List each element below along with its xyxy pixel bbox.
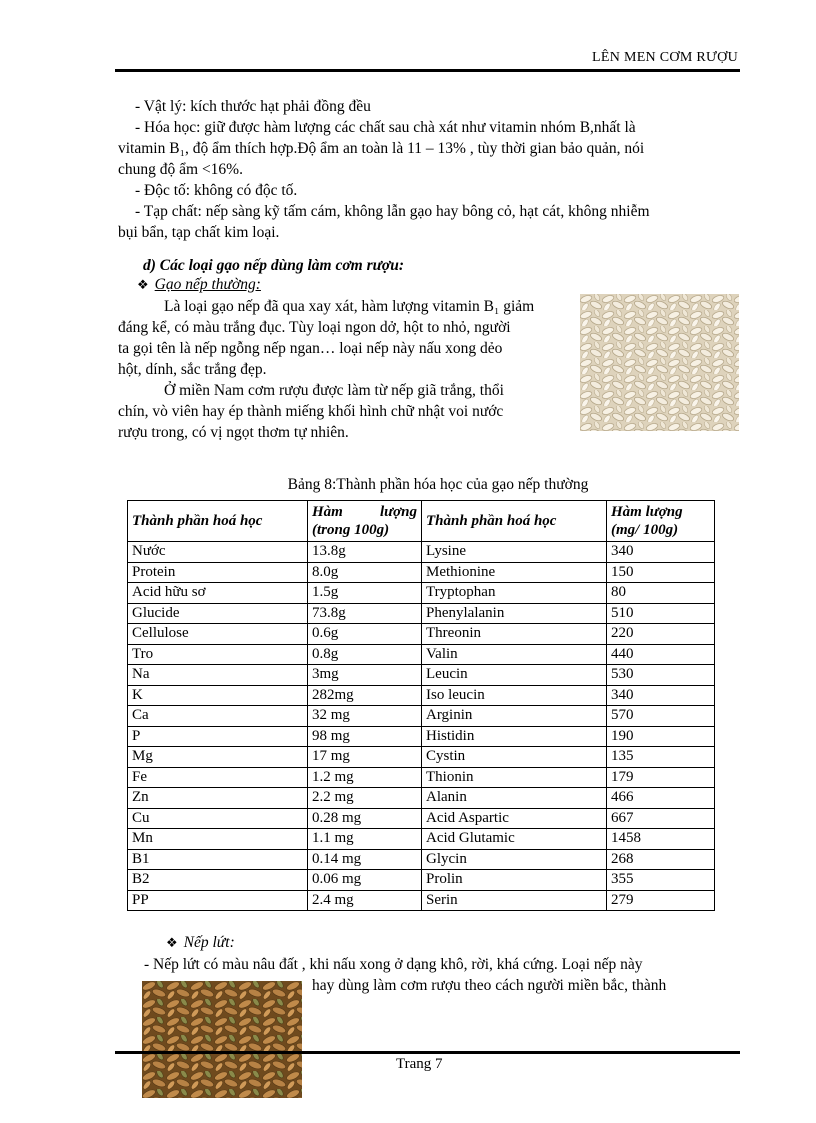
amount-cell: 2.4 mg <box>308 890 422 911</box>
amount-cell: 0.14 mg <box>308 849 422 870</box>
req-toxin <box>118 180 738 201</box>
amino-acid-cell: Threonin <box>422 624 607 645</box>
amino-acid-cell: Methionine <box>422 562 607 583</box>
component-cell: Fe <box>128 767 308 788</box>
amino-acid-cell: Thionin <box>422 767 607 788</box>
amino-acid-cell: Lysine <box>422 542 607 563</box>
amino-amount-cell: 510 <box>607 603 715 624</box>
amino-acid-cell: Prolin <box>422 870 607 891</box>
table-row <box>128 665 715 686</box>
req-line: - Vật lý: kích thước hạt phải đồng đều <box>135 98 371 115</box>
header-title: LÊN MEN CƠM RƯỢU <box>592 50 738 65</box>
req-line: - Hóa học: giữ được hàm lượng các chất sau chà xát như vitamin nhóm B,nhất là <box>135 119 636 136</box>
amount-cell: 98 mg <box>308 726 422 747</box>
diamond-bullet-icon: ❖ <box>166 935 178 950</box>
gao-nep-thuong-text <box>118 296 598 443</box>
para-line: Ở miền Nam cơm rượu được làm từ nếp giã trắng, thổi <box>164 382 504 399</box>
table-row <box>128 562 715 583</box>
amount-cell: 1.5g <box>308 583 422 604</box>
table-row <box>128 603 715 624</box>
table-row <box>128 767 715 788</box>
bullet-title: Nếp lứt: <box>183 934 235 951</box>
component-cell: Mg <box>128 747 308 768</box>
component-cell: Glucide <box>128 603 308 624</box>
amino-amount-cell: 268 <box>607 849 715 870</box>
component-cell: Cu <box>128 808 308 829</box>
amount-cell: 1.1 mg <box>308 829 422 850</box>
para-line: ta gọi tên là nếp ngỗng nếp ngan… loại nếp này nấu xong dẻo <box>118 340 503 357</box>
table-row <box>128 829 715 850</box>
col-header-component: Thành phần hoá học <box>128 501 308 542</box>
amount-cell: 32 mg <box>308 706 422 727</box>
table-row <box>128 870 715 891</box>
component-cell: Protein <box>128 562 308 583</box>
para-line: đáng kể, có màu trắng đục. Tùy loại ngon dở, hột to nhỏ, người <box>118 319 511 336</box>
amino-amount-cell: 150 <box>607 562 715 583</box>
req-chemical <box>118 117 738 180</box>
req-physical <box>118 96 738 117</box>
header-rule <box>115 69 740 72</box>
amino-amount-cell: 570 <box>607 706 715 727</box>
amount-cell: 0.06 mg <box>308 870 422 891</box>
table-caption: Bảng 8:Thành phần hóa học của gạo nếp thường <box>287 476 589 493</box>
amount-cell: 0.8g <box>308 644 422 665</box>
table-row <box>128 747 715 768</box>
requirements-list <box>118 96 738 243</box>
table-row <box>128 685 715 706</box>
amount-cell: 0.28 mg <box>308 808 422 829</box>
amount-cell: 3mg <box>308 665 422 686</box>
bullet-nep-lut <box>166 934 235 952</box>
bullet-title: Gạo nếp thường: <box>154 276 261 293</box>
component-cell: Na <box>128 665 308 686</box>
amino-acid-cell: Leucin <box>422 665 607 686</box>
amount-cell: 2.2 mg <box>308 788 422 809</box>
table-row <box>128 706 715 727</box>
amino-acid-cell: Phenylalanin <box>422 603 607 624</box>
amino-acid-cell: Alanin <box>422 788 607 809</box>
amino-amount-cell: 190 <box>607 726 715 747</box>
para-line: hột, dính, sắc trắng đẹp. <box>118 361 267 378</box>
brown-rice-image <box>142 981 302 1098</box>
amount-cell: 8.0g <box>308 562 422 583</box>
table-row <box>128 890 715 911</box>
component-cell: K <box>128 685 308 706</box>
para-line: rượu trong, có vị ngọt thơm tự nhiên. <box>118 424 349 441</box>
white-rice-grains <box>580 294 739 431</box>
amino-acid-cell: Cystin <box>422 747 607 768</box>
para-line: Là loại gạo nếp đã qua xay xát, hàm lượng vitamin B₁ giảm <box>164 298 535 315</box>
component-cell: B2 <box>128 870 308 891</box>
req-line: - Tạp chất: nếp sàng kỹ tấm cám, không lẫn gạo hay bông cỏ, hạt cát, không nhiễm <box>135 203 650 220</box>
component-cell: P <box>128 726 308 747</box>
bullet-gao-nep-thuong <box>137 276 261 294</box>
amino-acid-cell: Glycin <box>422 849 607 870</box>
amino-amount-cell: 135 <box>607 747 715 768</box>
table-header-row <box>128 501 715 542</box>
component-cell: Mn <box>128 829 308 850</box>
req-line: vitamin B₁, độ ẩm thích hợp.Độ ẩm an toàn là 11 – 13% , tùy thời gian bảo quản, nói <box>118 140 645 157</box>
amino-amount-cell: 355 <box>607 870 715 891</box>
amino-amount-cell: 466 <box>607 788 715 809</box>
amino-amount-cell: 530 <box>607 665 715 686</box>
component-cell: Zn <box>128 788 308 809</box>
amino-amount-cell: 667 <box>607 808 715 829</box>
footer-rule <box>115 1051 740 1054</box>
component-cell: Tro <box>128 644 308 665</box>
table-row <box>128 542 715 563</box>
table-row <box>128 583 715 604</box>
col-header-amount-per-100g: Hàm lượng (trong 100g) <box>308 501 422 542</box>
nep-lut-line-1: - Nếp lứt có màu nâu đất , khi nấu xong ở dạng khô, rời, khá cứng. Loại nếp này <box>144 956 643 973</box>
req-line: bụi bẩn, tạp chất kim loại. <box>118 224 280 241</box>
amino-amount-cell: 179 <box>607 767 715 788</box>
amino-amount-cell: 340 <box>607 542 715 563</box>
component-cell: Ca <box>128 706 308 727</box>
amino-amount-cell: 80 <box>607 583 715 604</box>
amount-cell: 1.2 mg <box>308 767 422 788</box>
table-row <box>128 788 715 809</box>
amino-amount-cell: 279 <box>607 890 715 911</box>
component-cell: PP <box>128 890 308 911</box>
brown-rice-grains <box>142 981 302 1098</box>
table-row <box>128 624 715 645</box>
col-header-amount-mg: Hàm lượng (mg/ 100g) <box>607 501 715 542</box>
component-cell: Acid hữu sơ <box>128 583 308 604</box>
amino-acid-cell: Tryptophan <box>422 583 607 604</box>
amino-acid-cell: Histidin <box>422 726 607 747</box>
amount-cell: 282mg <box>308 685 422 706</box>
section-heading: d) Các loại gạo nếp dùng làm cơm rượu: <box>143 257 405 274</box>
req-line: chung độ ẩm <16%. <box>118 161 243 178</box>
table-row <box>128 726 715 747</box>
diamond-bullet-icon: ❖ <box>137 277 149 292</box>
page-number: Trang 7 <box>396 1056 443 1072</box>
amino-acid-cell: Serin <box>422 890 607 911</box>
amino-amount-cell: 1458 <box>607 829 715 850</box>
amino-acid-cell: Acid Aspartic <box>422 808 607 829</box>
amino-amount-cell: 220 <box>607 624 715 645</box>
amino-amount-cell: 340 <box>607 685 715 706</box>
component-cell: B1 <box>128 849 308 870</box>
amino-acid-cell: Acid Glutamic <box>422 829 607 850</box>
component-cell: Cellulose <box>128 624 308 645</box>
table-body <box>128 542 715 911</box>
req-line: - Độc tố: không có độc tố. <box>135 182 298 199</box>
component-cell: Nước <box>128 542 308 563</box>
amino-acid-cell: Iso leucin <box>422 685 607 706</box>
amino-acid-cell: Valin <box>422 644 607 665</box>
table-row <box>128 849 715 870</box>
amount-cell: 0.6g <box>308 624 422 645</box>
para-line: chín, vò viên hay ép thành miếng khối hình chữ nhật voi nước <box>118 403 504 420</box>
col-header-component: Thành phần hoá học <box>422 501 607 542</box>
amino-amount-cell: 440 <box>607 644 715 665</box>
table-row <box>128 644 715 665</box>
amino-acid-cell: Arginin <box>422 706 607 727</box>
white-rice-image <box>580 294 739 431</box>
amount-cell: 17 mg <box>308 747 422 768</box>
amount-cell: 13.8g <box>308 542 422 563</box>
nep-lut-line-2: hay dùng làm cơm rượu theo cách người miền bắc, thành <box>312 977 667 994</box>
req-impurity <box>118 201 738 243</box>
table-row <box>128 808 715 829</box>
amount-cell: 73.8g <box>308 603 422 624</box>
composition-table <box>127 500 715 911</box>
